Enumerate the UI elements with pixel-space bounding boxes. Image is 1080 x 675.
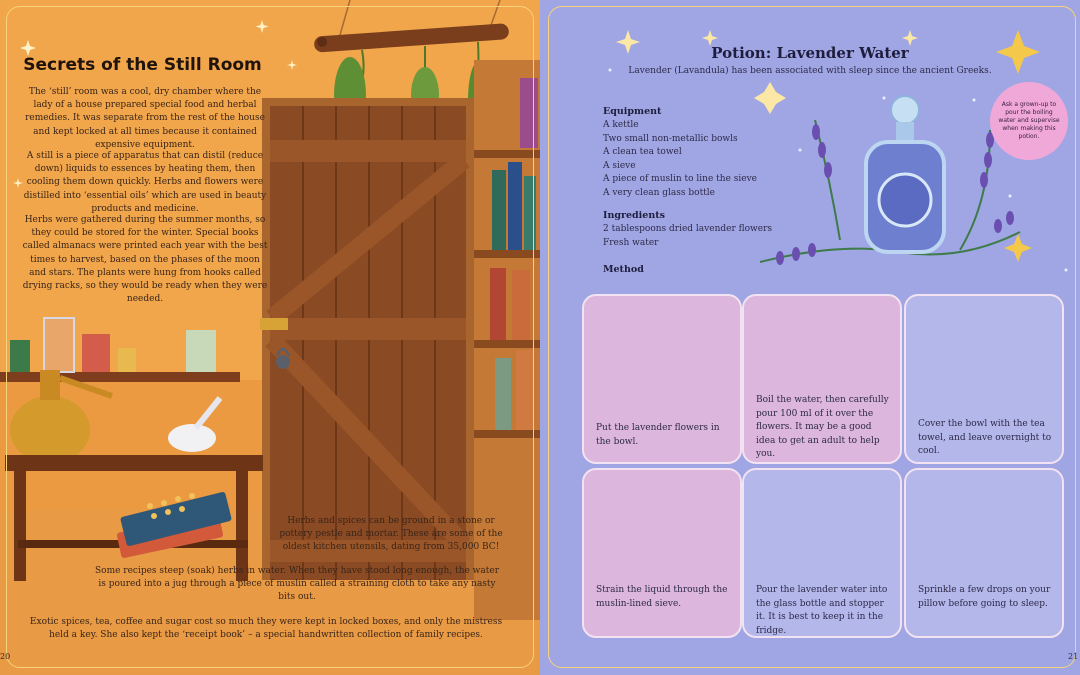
step-caption: Strain the liquid through the muslin-lined sieve. [596, 585, 728, 609]
equipment-item: A sieve [603, 160, 636, 171]
equipment-item: A very clean glass bottle [603, 187, 716, 198]
page-number: 20 [0, 652, 11, 661]
still-room-paragraph: The ‘still’ room was a cool, dry chamber where the lady of a house prepared special food and herbal remedies. It was separate from the rest of the house and kept locked at all times because it contained expensive equipment. [25, 87, 265, 150]
method-step-6 [904, 468, 1064, 638]
step-caption: Boil the water, then carefully pour 100 ml of it over the flowers. It may be a good idea to get an adult to help you. [756, 395, 889, 459]
herbs-paragraph: Herbs were gathered during the summer months, so they could be stored for the winter. Special books called almanacs were printed each year with the best times to harvest, based on the phases of the moon and stars. The plants were hung from hooks called drying racks, so they would be ready when they were needed. [22, 215, 268, 305]
page-title: Secrets of the Still Room [23, 55, 262, 75]
step-caption: Pour the lavender water into the glass bottle and stopper it. It is best to keep it in the fridge. [756, 585, 888, 636]
page-number: 21 [1068, 652, 1079, 661]
method-heading: Method [603, 264, 644, 275]
wooden-door [260, 98, 474, 580]
steep-paragraph: Some recipes steep (soak) herbs in water. When they have stood long enough, the water is poured into a jug through a piece of muslin called a straining cloth to take any nasty bits out. [94, 566, 499, 603]
spices-paragraph: Exotic spices, tea, coffee and sugar cost so much they were kept in locked boxes, and only the mistress held a key. She also kept the ‘receipt book’ – a special handwritten collection of family recipes. [29, 617, 503, 641]
equipment-item: Two small non-metallic bowls [603, 133, 738, 144]
step-caption: Put the lavender flowers in the bowl. [596, 423, 720, 447]
recipe-subtitle: Lavender (Lavandula) has been associated with sleep since the ancient Greeks. [628, 66, 992, 76]
method-step-1 [582, 294, 742, 464]
step-caption: Cover the bowl with the tea towel, and leave overnight to cool. [918, 419, 1052, 456]
method-step-4 [582, 468, 742, 638]
equipment-item: A piece of muslin to line the sieve [603, 174, 757, 185]
ingredients-heading: Ingredients [603, 210, 665, 221]
step-caption: Sprinkle a few drops on your pillow before going to sleep. [918, 585, 1051, 609]
mortar-paragraph: Herbs and spices can be ground in a stone or pottery pestle and mortar. These are some of the oldest kitchen utensils, dating from 35,000 BC! [279, 516, 503, 553]
equipment-item: A clean tea towel [603, 147, 682, 158]
recipe-title: Potion: Lavender Water [711, 44, 909, 62]
equipment-list [603, 119, 757, 201]
equipment-heading: Equipment [603, 106, 662, 117]
method-step-5 [742, 468, 902, 638]
adult-supervision-note: Ask a grown-up to pour the boiling water and supervise when making this potion. [990, 82, 1068, 160]
ingredient-item: 2 tablespoons dried lavender flowers [603, 224, 772, 234]
method-step-3 [904, 294, 1064, 464]
ingredients-list [603, 223, 772, 250]
ingredient-item: Fresh water [603, 237, 659, 248]
still-paragraph: A still is a piece of apparatus that can distil (reduce down) liquids to essences by heating them, then cooling them down quickly. Herbs and flowers were distilled into ‘essential oils’ which are used in beauty products and medicine. [23, 151, 267, 214]
equipment-item: A kettle [603, 120, 639, 130]
method-step-2 [742, 294, 902, 464]
